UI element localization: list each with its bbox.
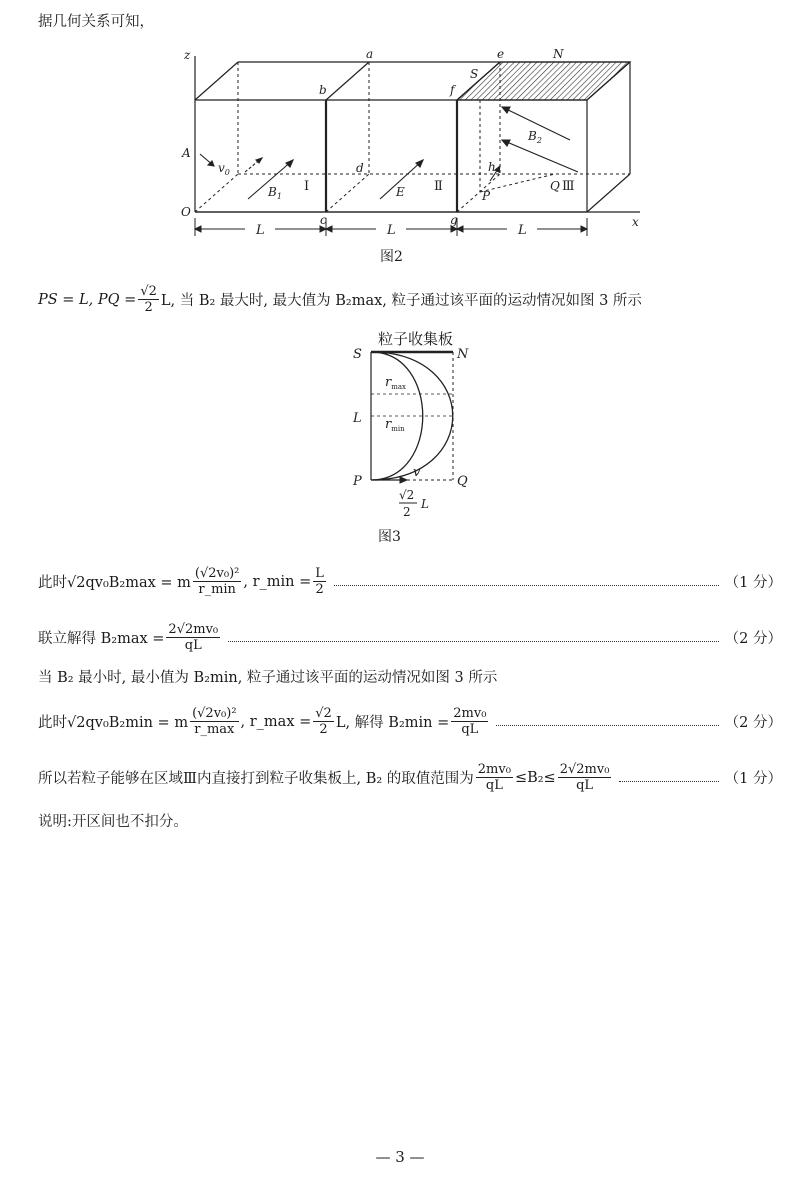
fig3-bottom-den: 2 bbox=[403, 505, 411, 519]
figure-3 bbox=[345, 344, 485, 520]
fig3-label-N: N bbox=[457, 347, 469, 362]
fig3-bottom-num: √2 bbox=[399, 488, 415, 502]
equation-3: 此时√2qv₀B₂min = m $\frac{\text{(√2v₀)²}}{r\_\max}$ , r_max = $\frac{√2}{2}$ L, 解得 B₂min = $\frac{\text{2mv₀}}{qL}$ （2 分） bbox=[38, 706, 782, 737]
note-text: 说明:开区间也不扣分。 bbox=[38, 814, 188, 830]
fig3-label-Q: Q bbox=[457, 474, 468, 489]
label-f: f bbox=[450, 83, 455, 97]
label-A: A bbox=[182, 146, 191, 160]
label-B2: $B_2$ bbox=[528, 129, 542, 145]
fig3-bottom-L: L bbox=[421, 497, 429, 511]
fig3-label-rmax: $r_{max}$ bbox=[385, 375, 406, 391]
label-region-3: Ⅲ bbox=[562, 179, 575, 194]
equation-1: 此时√2qv₀B₂max = m $\frac{\text{(√2v₀)²}}{r\_\min}$ , r_min = $\frac{L}{2}$ （1 分） bbox=[38, 566, 782, 597]
label-v0: $v_0$ bbox=[218, 161, 230, 177]
label-S: S bbox=[470, 67, 479, 81]
page-number: — 3 — bbox=[375, 1148, 425, 1166]
label-N: N bbox=[553, 47, 564, 61]
label-c: c bbox=[320, 213, 327, 227]
score-2: （2 分） bbox=[724, 631, 782, 647]
dim-L-3: L bbox=[518, 223, 527, 238]
label-O: O bbox=[181, 205, 191, 219]
label-d: d bbox=[356, 161, 364, 175]
label-e: e bbox=[497, 47, 505, 61]
line-min: 当 B₂ 最小时, 最小值为 B₂min, 粒子通过该平面的运动情况如图 3 所示 bbox=[38, 670, 498, 686]
label-b: b bbox=[319, 83, 327, 97]
label-a: a bbox=[366, 47, 374, 61]
score-4: （1 分） bbox=[724, 771, 782, 787]
label-E: E bbox=[396, 185, 405, 199]
fig3-label-S: S bbox=[353, 347, 362, 362]
label-P: P bbox=[482, 189, 491, 203]
fig3-label-P: P bbox=[353, 474, 362, 489]
equation-4: 所以若粒子能够在区域Ⅲ内直接打到粒子收集板上, B₂ 的取值范围为 $\frac{\text{2mv₀}}{qL}$ ≤B₂≤ $\frac{\text{2√2mv₀}}{qL}$ （1 分） bbox=[38, 762, 782, 793]
fig3-label-v: v bbox=[413, 465, 421, 480]
figure-3-title: 粒子收集板 bbox=[378, 330, 454, 348]
figure-3-caption: 图3 bbox=[378, 529, 401, 545]
label-g: g bbox=[450, 213, 458, 227]
score-1: （1 分） bbox=[724, 575, 782, 591]
label-x: x bbox=[632, 215, 639, 229]
label-Q: Q bbox=[550, 179, 560, 193]
line-ps: PS = L, PQ = $\frac{√2}{2}$ L, 当 B₂ 最大时, 最大值为 B₂max, 粒子通过该平面的运动情况如图 3 所示 bbox=[38, 284, 642, 315]
dim-L-1: L bbox=[256, 223, 265, 238]
figure-2-caption: 图2 bbox=[380, 249, 403, 265]
score-3: （2 分） bbox=[724, 715, 782, 731]
label-B1: $B_1$ bbox=[268, 185, 282, 201]
intro-text: 据几何关系可知， bbox=[38, 14, 154, 30]
label-region-2: Ⅱ bbox=[434, 179, 443, 194]
fig3-label-L: L bbox=[353, 411, 362, 426]
label-region-1: Ⅰ bbox=[304, 179, 310, 194]
equation-2: 联立解得 B₂max = $\frac{\text{2√2mv₀}}{qL}$ （2 分） bbox=[38, 622, 782, 653]
figure-2 bbox=[170, 44, 650, 244]
dim-L-2: L bbox=[387, 223, 396, 238]
label-z: z bbox=[184, 48, 191, 62]
fig3-label-rmin: $r_{min}$ bbox=[385, 417, 405, 433]
label-h: h bbox=[488, 160, 496, 174]
